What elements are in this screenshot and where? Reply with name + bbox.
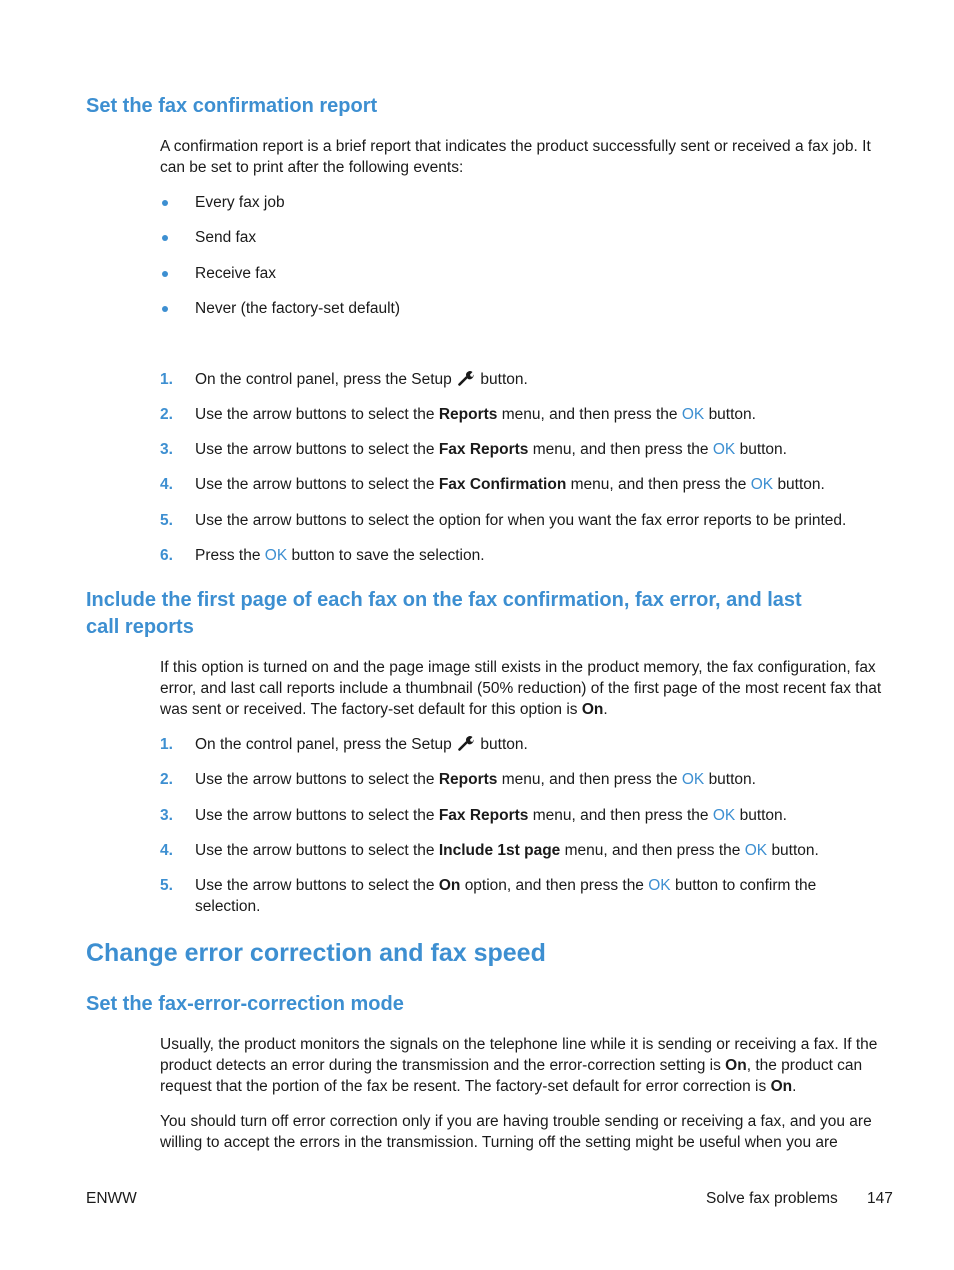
ok-button-label: OK	[681, 406, 705, 423]
ok-button-label: OK	[264, 547, 288, 564]
ok-button-label: OK	[712, 807, 736, 824]
footer-left: ENWW	[86, 1190, 137, 1207]
footer-chapter: Solve fax problems	[706, 1190, 838, 1207]
body-paragraph: You should turn off error correction only if you are having trouble sending or receiving a fax, and you are willing to accept the errors in the transmission. Turning off the setting might be useful when you are	[160, 1113, 872, 1151]
ok-button-label: OK	[648, 877, 671, 894]
step-text: Use the arrow buttons to select the Include 1st page menu, and then press the OK button.	[195, 842, 819, 859]
step-number: 6.	[160, 547, 173, 564]
step-number: 4.	[160, 842, 173, 859]
ok-button-label: OK	[681, 771, 705, 788]
section-heading-fax-confirmation: Set the fax confirmation report	[86, 95, 378, 117]
bullet-icon	[162, 306, 168, 312]
bullet-icon	[162, 200, 168, 206]
step-number: 5.	[160, 512, 173, 529]
step-number: 5.	[160, 877, 173, 894]
step-number: 1.	[160, 736, 173, 753]
intro-paragraph: If this option is turned on and the page image still exists in the product memory, the fax configuration, fax error, and last call reports include a thumbnail (50% reduction) of the first page of the most recent fax that was sent or received. The factory-set default for this option is On.	[160, 659, 882, 718]
ok-button-label: OK	[712, 441, 736, 458]
step-text: Use the arrow buttons to select the On option, and then press the OK button to confirm the selection.	[195, 877, 817, 915]
step-text: Press the OK button to save the selection.	[195, 547, 485, 564]
step-number: 3.	[160, 807, 173, 824]
step-text: On the control panel, press the Setup button.	[195, 736, 528, 753]
step-number: 1.	[160, 371, 173, 388]
section-heading-error-correction: Set the fax-error-correction mode	[86, 993, 404, 1015]
ok-button-label: OK	[750, 476, 774, 493]
bullet-icon	[162, 235, 168, 241]
step-text: Use the arrow buttons to select the Fax Confirmation menu, and then press the OK button.	[195, 476, 825, 493]
step-text: Use the arrow buttons to select the Reports menu, and then press the OK button.	[195, 771, 756, 788]
step-text: Use the arrow buttons to select the Fax Reports menu, and then press the OK button.	[195, 441, 787, 458]
step-text: On the control panel, press the Setup button.	[195, 371, 528, 388]
body-paragraph: Usually, the product monitors the signals on the telephone line while it is sending or receiving a fax. If the product detects an error during the transmission and the error-correction setting is On, the product can request that the portion of the fax be resent. The factory-set default for error correction is On.	[160, 1036, 878, 1095]
bullet-icon	[162, 271, 168, 277]
step-number: 2.	[160, 406, 173, 423]
step-number: 4.	[160, 476, 173, 493]
wrench-icon	[458, 371, 474, 386]
step-text: Use the arrow buttons to select the Reports menu, and then press the OK button.	[195, 406, 756, 423]
section-heading-include-first-page: Include the first page of each fax on the fax confirmation, fax error, and last call reports	[86, 589, 802, 638]
page-number: 147	[867, 1190, 893, 1207]
step-text: Use the arrow buttons to select the Fax Reports menu, and then press the OK button.	[195, 807, 787, 824]
intro-paragraph: A confirmation report is a brief report that indicates the product successfully sent or received a fax job. It can be set to print after the following events:	[160, 138, 871, 176]
chapter-heading: Change error correction and fax speed	[86, 939, 546, 967]
ok-button-label: OK	[744, 842, 768, 859]
step-text: Use the arrow buttons to select the option for when you want the fax error reports to be printed.	[195, 512, 847, 529]
step-number: 3.	[160, 441, 173, 458]
step-number: 2.	[160, 771, 173, 788]
wrench-icon	[458, 736, 474, 751]
